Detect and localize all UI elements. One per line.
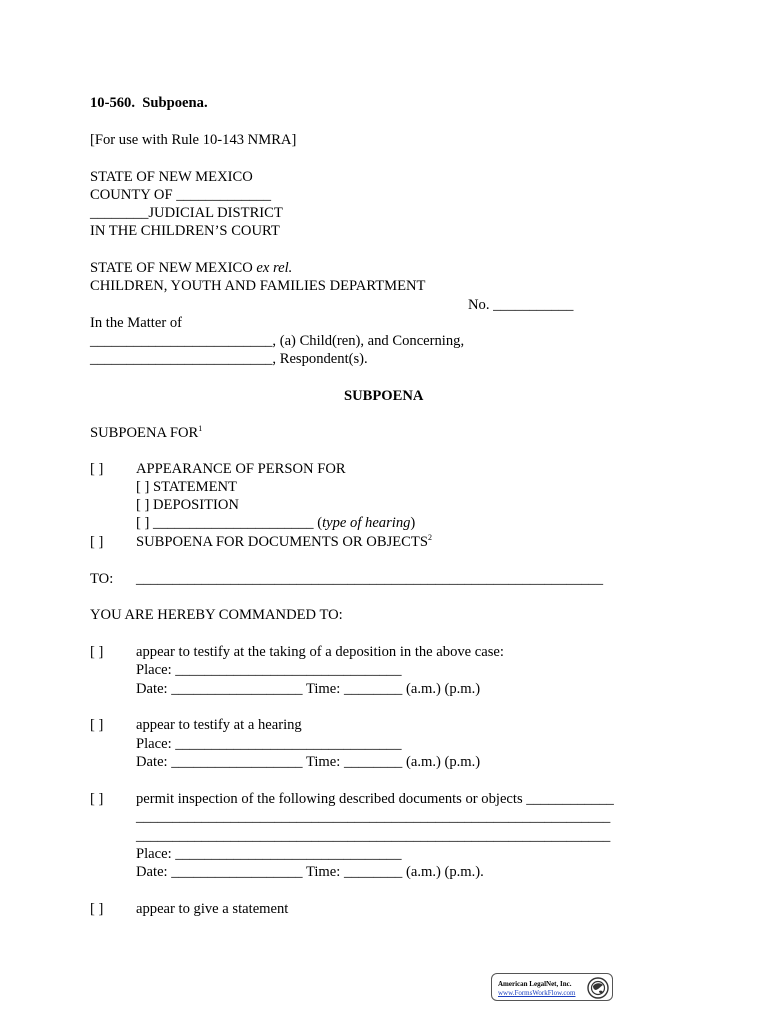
statement-option[interactable]: [ ] STATEMENT xyxy=(136,479,237,495)
hearing-type-suffix: ) xyxy=(410,515,416,531)
children-line[interactable]: _________________________, (a) Child(ren), and Concerning, xyxy=(90,333,465,349)
statement-text: appear to give a statement xyxy=(136,901,289,917)
to-label: TO: xyxy=(90,571,114,587)
plaintiff-ex-rel: ex rel. xyxy=(256,260,293,276)
inspection-line-2[interactable]: _________________________________________________________________ xyxy=(136,828,611,844)
appearance-checkbox[interactable]: [ ] xyxy=(90,461,104,477)
commanded-heading: YOU ARE HEREBY COMMANDED TO: xyxy=(90,607,343,623)
globe-icon xyxy=(587,977,609,999)
hearing-type-option[interactable] xyxy=(136,514,415,532)
inspection-checkbox[interactable]: [ ] xyxy=(90,791,104,807)
hearing-type-prefix: [ ] ______________________ ( xyxy=(136,515,323,531)
hearing-type-italic: type of hearing xyxy=(322,515,411,531)
rule-title: 10-560. Subpoena. xyxy=(90,95,208,111)
respondents-line[interactable]: _________________________, Respondent(s). xyxy=(90,351,368,367)
document-title: SUBPOENA xyxy=(344,388,424,404)
inspection-line-1[interactable]: _________________________________________________________________ xyxy=(136,809,611,825)
inspection-text[interactable]: permit inspection of the following described documents or objects ____________ xyxy=(136,791,614,807)
hearing-text: appear to testify at a hearing xyxy=(136,717,302,733)
appearance-label: APPEARANCE OF PERSON FOR xyxy=(136,461,346,477)
plaintiff-prefix: STATE OF NEW MEXICO xyxy=(90,260,257,276)
deposition-datetime[interactable]: Date: __________________ Time: ________ (a.m.) (p.m.) xyxy=(136,681,481,697)
deposition-option[interactable]: [ ] DEPOSITION xyxy=(136,497,239,513)
caption-plaintiff xyxy=(90,259,292,277)
rule-note: [For use with Rule 10-143 NMRA] xyxy=(90,132,297,148)
inspection-place[interactable]: Place: _______________________________ xyxy=(136,846,402,862)
caption-department: CHILDREN, YOUTH AND FAMILIES DEPARTMENT xyxy=(90,278,426,294)
footer-badge[interactable] xyxy=(491,973,613,1001)
footnote-mark-1: 1 xyxy=(198,424,203,433)
subpoena-for-text: SUBPOENA FOR xyxy=(90,425,199,441)
caption-district[interactable]: ________JUDICIAL DISTRICT xyxy=(90,205,283,221)
hearing-datetime[interactable]: Date: __________________ Time: ________ (a.m.) (p.m.) xyxy=(136,754,481,770)
to-field[interactable]: ________________________________________________________________ xyxy=(136,571,603,587)
documents-label xyxy=(136,533,432,551)
caption-state: STATE OF NEW MEXICO xyxy=(90,169,253,185)
case-number[interactable]: No. ___________ xyxy=(468,297,574,313)
deposition-text: appear to testify at the taking of a deposition in the above case: xyxy=(136,644,504,660)
badge-company-name: American LegalNet, Inc. xyxy=(498,980,572,988)
documents-text: SUBPOENA FOR DOCUMENTS OR OBJECTS xyxy=(136,534,428,550)
hearing-checkbox[interactable]: [ ] xyxy=(90,717,104,733)
hearing-place[interactable]: Place: _______________________________ xyxy=(136,736,402,752)
deposition-checkbox[interactable]: [ ] xyxy=(90,644,104,660)
badge-url-link[interactable]: www.FormsWorkFlow.com xyxy=(498,989,576,997)
matter-of: In the Matter of xyxy=(90,315,182,331)
caption-county[interactable]: COUNTY OF _____________ xyxy=(90,187,272,203)
subpoena-for-label xyxy=(90,424,202,442)
footnote-mark-2: 2 xyxy=(427,533,432,542)
statement-checkbox[interactable]: [ ] xyxy=(90,901,104,917)
inspection-datetime[interactable]: Date: __________________ Time: ________ (a.m.) (p.m.). xyxy=(136,864,484,880)
documents-checkbox[interactable]: [ ] xyxy=(90,534,104,550)
caption-court: IN THE CHILDREN’S COURT xyxy=(90,223,280,239)
deposition-place[interactable]: Place: _______________________________ xyxy=(136,662,402,678)
